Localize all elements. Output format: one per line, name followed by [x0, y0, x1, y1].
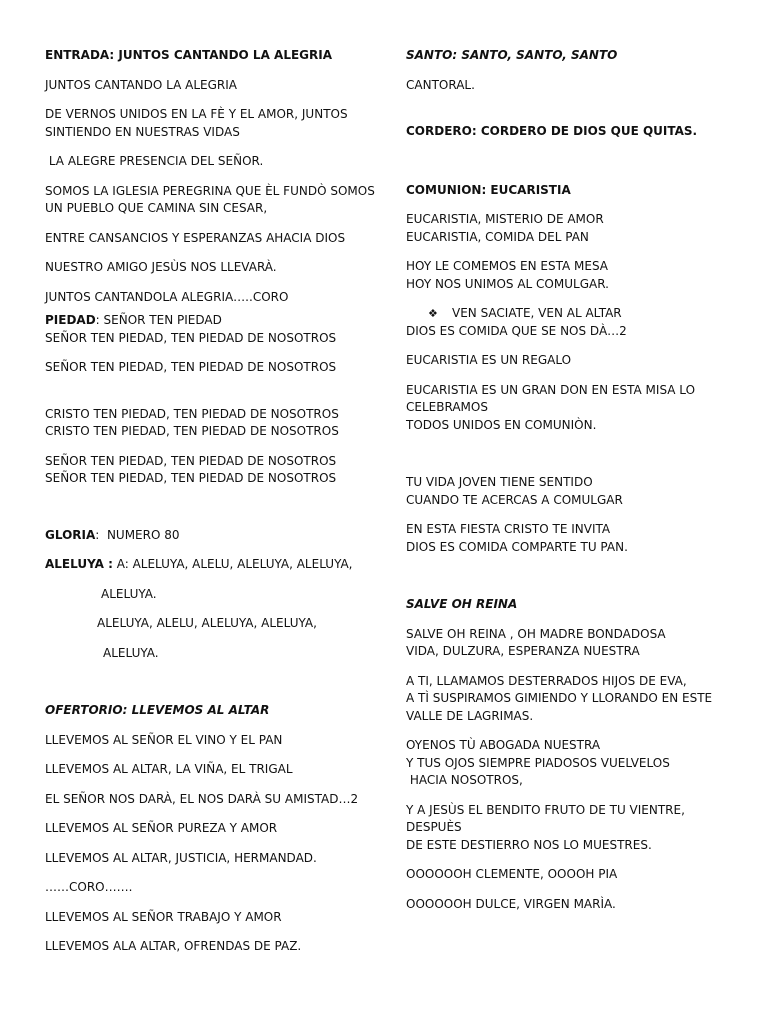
comunion-title: COMUNION: EUCARISTIA: [406, 182, 571, 197]
ofertorio-line: LLEVEMOS AL SEÑOR EL VINO Y EL PAN: [45, 732, 283, 747]
aleluya-label: ALELUYA :: [45, 557, 113, 571]
gloria-label: GLORIA: [45, 527, 96, 542]
ofertorio-line: ……CORO…….: [45, 880, 133, 894]
piedad-line: CRISTO TEN PIEDAD, TEN PIEDAD DE NOSOTROS CRISTO TEN PIEDAD, TEN PIEDAD DE NOSOTROS: [45, 406, 339, 438]
ofertorio-line: LLEVEMOS AL SEÑOR PUREZA Y AMOR: [45, 821, 278, 835]
entrada-line: JUNTOS CANTANDO LA ALEGRIA: [45, 77, 237, 92]
comunion-line: EUCARISTIA ES UN GRAN DON EN ESTA MISA LO CELEBRAMOS TODOS UNIDOS EN COMUNIÒN.: [406, 382, 696, 432]
ofertorio-line: LLEVEMOS AL ALTAR, LA VIÑA, EL TRIGAL: [45, 762, 293, 776]
aleluya-line: ALELUYA, ALELU, ALELUYA, ALELUYA,: [97, 616, 317, 630]
ofertorio-line: EL SEÑOR NOS DARÀ, EL NOS DARÀ SU AMISTAD…2: [45, 791, 359, 806]
gloria-text: : NUMERO 80: [95, 527, 180, 542]
entrada-line: SOMOS LA IGLESIA PEREGRINA QUE ÈL FUNDÒ SOMOS UN PUEBLO QUE CAMINA SIN CESAR,: [45, 183, 375, 215]
piedad-line: SEÑOR TEN PIEDAD, TEN PIEDAD DE NOSOTROS: [45, 360, 337, 374]
salve-line: A TI, LLAMAMOS DESTERRADOS HIJOS DE EVA, A TÌ SUSPIRAMOS GIMIENDO Y LLORANDO EN ESTE VALLE DE LAGRIMAS.: [406, 673, 713, 723]
diamond-bullet-icon: ❖: [428, 307, 438, 320]
comunion-line: EUCARISTIA ES UN REGALO: [406, 353, 572, 367]
entrada-line: DE VERNOS UNIDOS EN LA FÈ Y EL AMOR, JUNTOS SINTIENDO EN NUESTRAS VIDAS: [45, 107, 348, 139]
comunion-line: TU VIDA JOVEN TIENE SENTIDO CUANDO TE ACERCAS A COMULGAR: [406, 475, 623, 507]
salve-line: SALVE OH REINA , OH MADRE BONDADOSA VIDA, DULZURA, ESPERANZA NUESTRA: [406, 626, 666, 658]
aleluya-line: ALELUYA.: [101, 586, 157, 601]
salve-line: OOOOOOH CLEMENTE, OOOOH PIA: [406, 867, 618, 881]
entrada-line: ENTRE CANSANCIOS Y ESPERANZAS AHACIA DIOS: [45, 230, 346, 245]
aleluya-line: [45, 556, 375, 574]
cordero-title: CORDERO: CORDERO DE DIOS QUE QUITAS.: [406, 124, 698, 138]
entrada-line: NUESTRO AMIGO JESÙS NOS LLEVARÀ.: [45, 260, 277, 274]
right-column: [406, 47, 736, 925]
salve-title: SALVE OH REINA: [406, 597, 518, 611]
aleluya-text: A: ALELUYA, ALELU, ALELUYA, ALELUYA,: [112, 557, 353, 571]
santo-text: CANTORAL.: [406, 77, 475, 92]
bullet-follow: DIOS ES COMIDA QUE SE NOS DÀ…2: [406, 323, 627, 338]
ofertorio-line: LLEVEMOS AL ALTAR, JUSTICIA, HERMANDAD.: [45, 850, 317, 865]
entrada-title: ENTRADA: JUNTOS CANTANDO LA ALEGRIA: [45, 48, 333, 62]
salve-line: OOOOOOH DULCE, VIRGEN MARÌA.: [406, 896, 616, 911]
comunion-line: EN ESTA FIESTA CRISTO TE INVITA DIOS ES COMIDA COMPARTE TU PAN.: [406, 522, 628, 554]
left-column: [45, 47, 375, 968]
ofertorio-line: LLEVEMOS AL SEÑOR TRABAJO Y AMOR: [45, 909, 282, 924]
gloria-line: [45, 527, 375, 545]
piedad-first: : SEÑOR TEN PIEDAD SEÑOR TEN PIEDAD, TEN PIEDAD DE NOSOTROS: [45, 313, 337, 345]
entrada-line: LA ALEGRE PRESENCIA DEL SEÑOR.: [45, 154, 264, 168]
salve-line: Y A JESÙS EL BENDITO FRUTO DE TU VIENTRE, DESPUÈS DE ESTE DESTIERRO NOS LO MUESTRES.: [406, 802, 685, 852]
piedad-block: [45, 312, 375, 347]
entrada-line: JUNTOS CANTANDOLA ALEGRIA…..CORO: [45, 289, 289, 304]
bullet-line: [406, 305, 736, 323]
aleluya-line: ALELUYA.: [103, 645, 159, 660]
bullet-text: VEN SACIATE, VEN AL ALTAR: [452, 306, 622, 320]
piedad-line: SEÑOR TEN PIEDAD, TEN PIEDAD DE NOSOTROS SEÑOR TEN PIEDAD, TEN PIEDAD DE NOSOTROS: [45, 453, 337, 485]
salve-line: OYENOS TÙ ABOGADA NUESTRA Y TUS OJOS SIEMPRE PIADOSOS VUELVELOS HACIA NOSOTROS,: [406, 738, 670, 787]
comunion-line: HOY LE COMEMOS EN ESTA MESA HOY NOS UNIMOS AL COMULGAR.: [406, 259, 609, 291]
santo-title: SANTO: SANTO, SANTO, SANTO: [406, 48, 618, 62]
ofertorio-title: OFERTORIO: LLEVEMOS AL ALTAR: [45, 703, 270, 717]
comunion-line: EUCARISTIA, MISTERIO DE AMOR EUCARISTIA, COMIDA DEL PAN: [406, 212, 604, 244]
ofertorio-line: LLEVEMOS ALA ALTAR, OFRENDAS DE PAZ.: [45, 939, 302, 953]
piedad-label: PIEDAD: [45, 313, 96, 327]
